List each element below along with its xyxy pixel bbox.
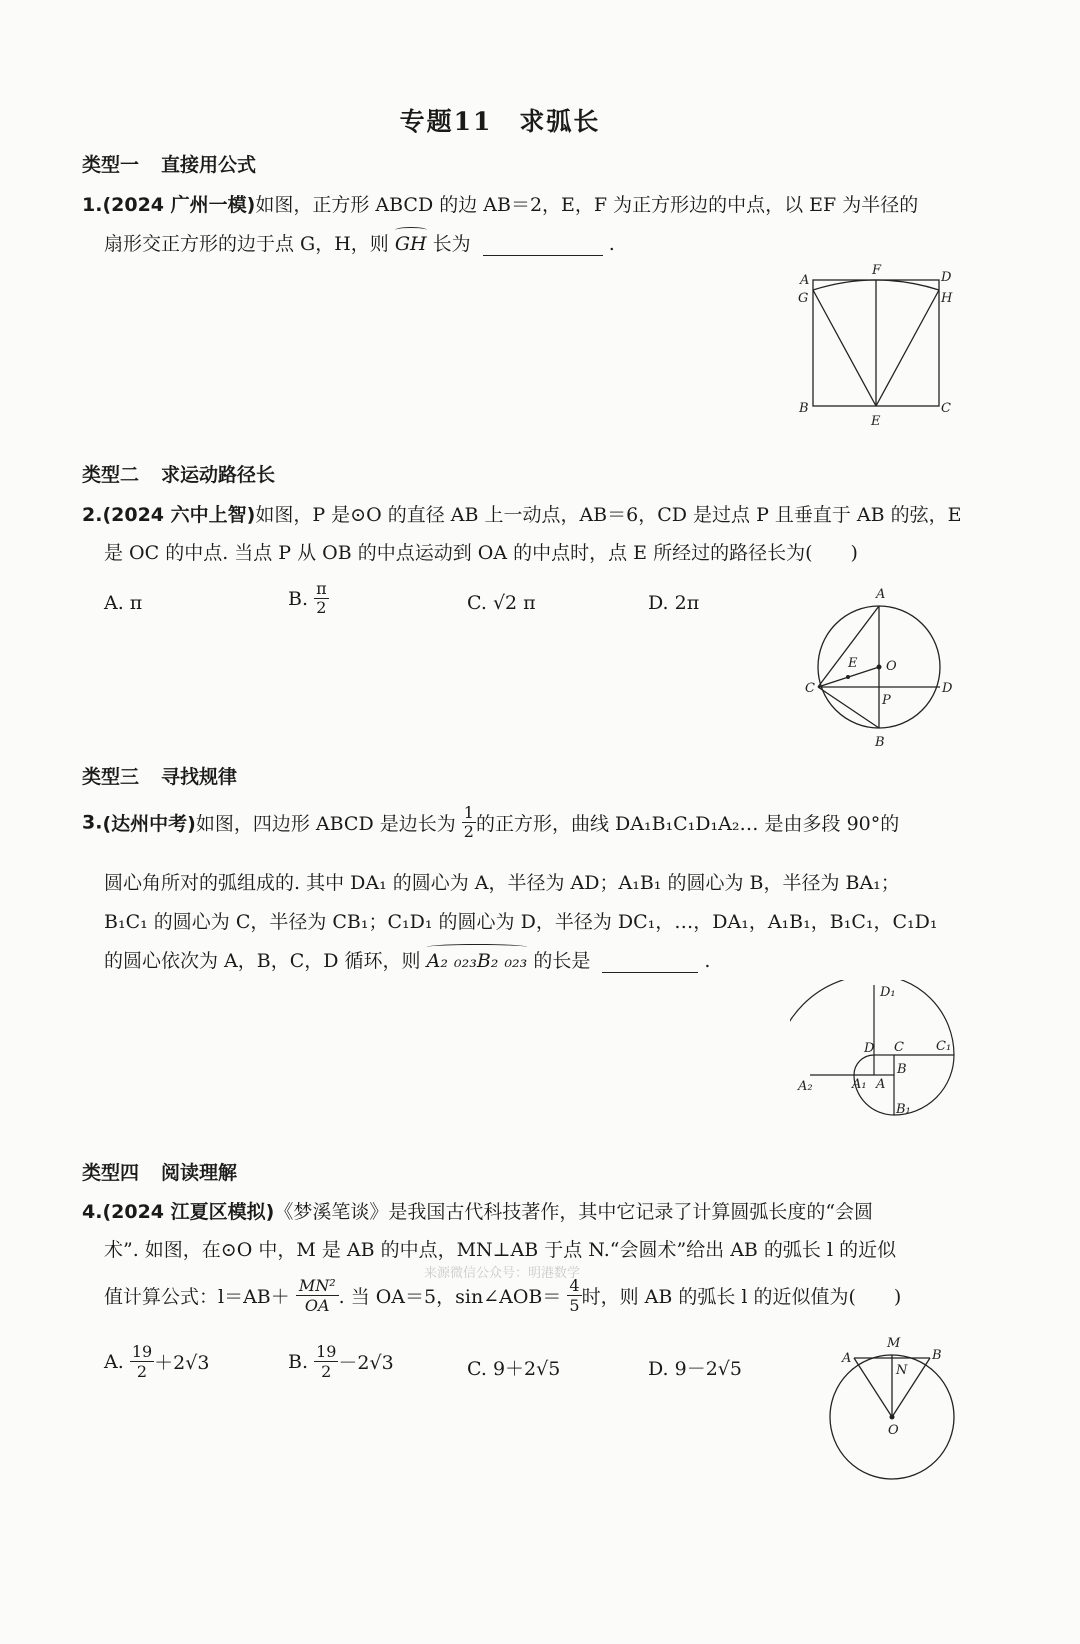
arc-notation <box>395 233 427 255</box>
q2-option-d[interactable]: D. 2π <box>648 592 700 614</box>
watermark: 来源微信公众号：明港数学 <box>424 1266 581 1281</box>
fraction <box>567 1276 581 1315</box>
section-heading-1 <box>82 150 256 177</box>
denominator: OA <box>304 1296 330 1315</box>
point-c-label: C <box>805 681 815 696</box>
point-f-label: F <box>872 263 882 278</box>
point-b-label: B <box>932 1348 942 1363</box>
center-dot <box>877 665 882 670</box>
question-text: 值计算公式：l＝AB＋ <box>104 1286 290 1308</box>
answer-blank[interactable] <box>602 952 698 973</box>
q4-option-d[interactable]: D. 9－2√5 <box>648 1358 743 1380</box>
section-heading-3 <box>82 762 237 789</box>
point-e-label: E <box>871 414 881 429</box>
option-tail: －2√3 <box>338 1352 394 1374</box>
point-d-label: D <box>942 681 953 696</box>
denominator: 5 <box>569 1296 580 1315</box>
point-m-label: M <box>887 1336 901 1351</box>
question-text: 如图，四边形 ABCD 是边长为 <box>195 813 456 835</box>
q1-line2 <box>104 229 615 256</box>
point-b-label: B <box>799 401 809 416</box>
point-o-label: O <box>888 1423 899 1438</box>
denominator: 2 <box>463 822 474 841</box>
question-number: 1. <box>82 194 103 216</box>
segment-eh <box>876 290 939 406</box>
center-dot <box>890 1415 895 1420</box>
arc-label: A₂ ₀₂₃B₂ ₀₂₃ <box>426 950 528 972</box>
point-b-label: B <box>875 735 885 750</box>
question-text: 如图，P 是⊙O 的直径 AB 上一动点，AB＝6，CD 是过点 P 且垂直于 AB 的弦，E <box>255 504 962 526</box>
point-a-label: A <box>876 1077 886 1092</box>
fraction <box>314 1342 338 1381</box>
option-prefix: B. <box>288 587 309 610</box>
arc-notation <box>427 950 528 972</box>
q4-option-c[interactable]: C. 9＋2√5 <box>467 1358 561 1380</box>
q2-option-a[interactable]: A. π <box>104 592 143 614</box>
section-name: 寻找规律 <box>161 766 238 788</box>
option-prefix: A. <box>104 1350 124 1373</box>
point-p-label: P <box>882 693 891 708</box>
question-source: (2024 广州一模) <box>102 194 256 216</box>
section-label: 类型一 <box>82 154 140 176</box>
segment-oa <box>854 1358 892 1417</box>
page-title: 专题11 求弧长 <box>399 107 601 136</box>
segment-cb <box>818 687 879 728</box>
q2-option-b[interactable] <box>288 580 329 617</box>
point-c-label: C <box>941 401 951 416</box>
segment-ca <box>818 606 879 687</box>
period: . <box>704 950 711 972</box>
arc-label: GH <box>394 233 427 255</box>
q1-figure <box>790 262 960 434</box>
point-a-label: A <box>876 587 886 602</box>
point-e-label: E <box>848 656 858 671</box>
option-tail: ＋2√3 <box>154 1352 210 1374</box>
arc-da1 <box>854 1055 874 1075</box>
question-text: 的正方形，曲线 DA₁B₁C₁D₁A₂… 是由多段 90°的 <box>475 813 900 835</box>
section-name: 阅读理解 <box>161 1162 238 1184</box>
point-h-label: H <box>941 291 953 306</box>
point-c-label: C <box>894 1040 904 1055</box>
point-a-label: A <box>800 273 810 288</box>
q2-line2: 是 OC 的中点. 当点 P 从 OB 的中点运动到 OA 的中点时，点 E 所经过的路径长为( ) <box>104 542 858 564</box>
numerator: 4 <box>569 1276 580 1295</box>
point-b1-label: B₁ <box>896 1102 911 1117</box>
section-heading-4 <box>82 1158 237 1185</box>
numerator: 1 <box>463 803 474 822</box>
q4-option-a[interactable] <box>104 1342 209 1381</box>
section-label: 类型二 <box>82 464 140 486</box>
q3-line3: B₁C₁ 的圆心为 C，半径为 CB₁；C₁D₁ 的圆心为 D，半径为 DC₁，…，DA₁，A₁B₁，B₁C₁，C₁D₁ <box>104 911 938 933</box>
q2-option-c[interactable]: C. √2 π <box>467 592 536 614</box>
section-label: 类型四 <box>82 1162 140 1184</box>
section-label: 类型三 <box>82 766 140 788</box>
fraction <box>130 1342 154 1381</box>
question-source: (2024 六中上智) <box>102 504 256 526</box>
q3-line1 <box>82 804 899 841</box>
section-heading-2 <box>82 460 275 487</box>
question-text: 扇形交正方形的边于点 G，H，则 <box>104 233 389 255</box>
point-d-label: D <box>941 270 952 285</box>
q4-line1 <box>82 1197 873 1224</box>
numerator: π <box>316 579 327 598</box>
numerator: 19 <box>316 1342 337 1361</box>
q3-line4 <box>104 946 710 973</box>
q2-line1 <box>82 500 962 527</box>
question-source: (达州中考) <box>102 813 196 835</box>
point-a1-label: A₁ <box>852 1077 867 1092</box>
question-text: 的圆心依次为 A，B，C，D 循环，则 <box>104 950 421 972</box>
point-a-label: A <box>842 1351 852 1366</box>
period: . <box>608 233 615 255</box>
fraction <box>314 580 329 617</box>
point-n-label: N <box>896 1363 908 1378</box>
question-text: 如图，正方形 ABCD 的边 AB＝2，E，F 为正方形边的中点，以 EF 为半径的 <box>255 194 919 216</box>
question-source: (2024 江夏区模拟) <box>102 1201 275 1223</box>
question-text: 时，则 AB 的弧长 l 的近似值为( ) <box>581 1286 902 1308</box>
question-number: 2. <box>82 504 103 526</box>
section-name: 求运动路径长 <box>161 464 276 486</box>
point-o-label: O <box>886 659 897 674</box>
q1-line1 <box>82 190 918 217</box>
question-number: 4. <box>82 1201 103 1223</box>
answer-blank[interactable] <box>483 235 603 256</box>
q4-line3 <box>104 1276 901 1315</box>
denominator: 2 <box>316 598 327 617</box>
section-name: 直接用公式 <box>161 154 257 176</box>
point-a2-label: A₂ <box>798 1079 813 1094</box>
question-number: 3. <box>82 811 103 834</box>
fraction <box>296 1276 339 1315</box>
q3-figure <box>790 980 970 1120</box>
q4-figure <box>820 1328 970 1488</box>
question-text: . 当 OA＝5，sin∠AOB＝ <box>338 1286 562 1308</box>
denominator: 2 <box>136 1362 148 1381</box>
option-prefix: B. <box>288 1350 309 1373</box>
point-e-dot <box>846 675 850 679</box>
q3-line2: 圆心角所对的弧组成的. 其中 DA₁ 的圆心为 A，半径为 AD；A₁B₁ 的圆心为 B，半径为 BA₁； <box>104 872 900 894</box>
fraction <box>462 804 476 841</box>
square-abcd <box>874 1055 894 1075</box>
q4-option-b[interactable] <box>288 1342 394 1381</box>
point-d1-label: D₁ <box>880 985 896 1000</box>
point-d-label: D <box>864 1041 875 1056</box>
numerator: MN² <box>296 1276 339 1296</box>
numerator: 19 <box>131 1342 153 1361</box>
q2-figure <box>796 580 966 752</box>
arc-d1a2 <box>790 980 874 1075</box>
point-g-label: G <box>798 291 809 306</box>
question-text: 的长是 <box>533 950 591 972</box>
point-c1-label: C₁ <box>936 1039 952 1054</box>
question-text: 长为 <box>432 233 471 255</box>
q4-line2: 术”. 如图，在⊙O 中，M 是 AB 的中点，MN⊥AB 于点 N.“会圆术”给出 AB 的弧长 l 的近似 <box>104 1239 897 1261</box>
question-text: 《梦溪笔谈》是我国古代科技著作，其中它记录了计算圆弧长度的“会圆 <box>274 1201 874 1223</box>
denominator: 2 <box>321 1362 332 1381</box>
segment-eg <box>813 290 876 406</box>
point-b-label: B <box>897 1062 907 1077</box>
